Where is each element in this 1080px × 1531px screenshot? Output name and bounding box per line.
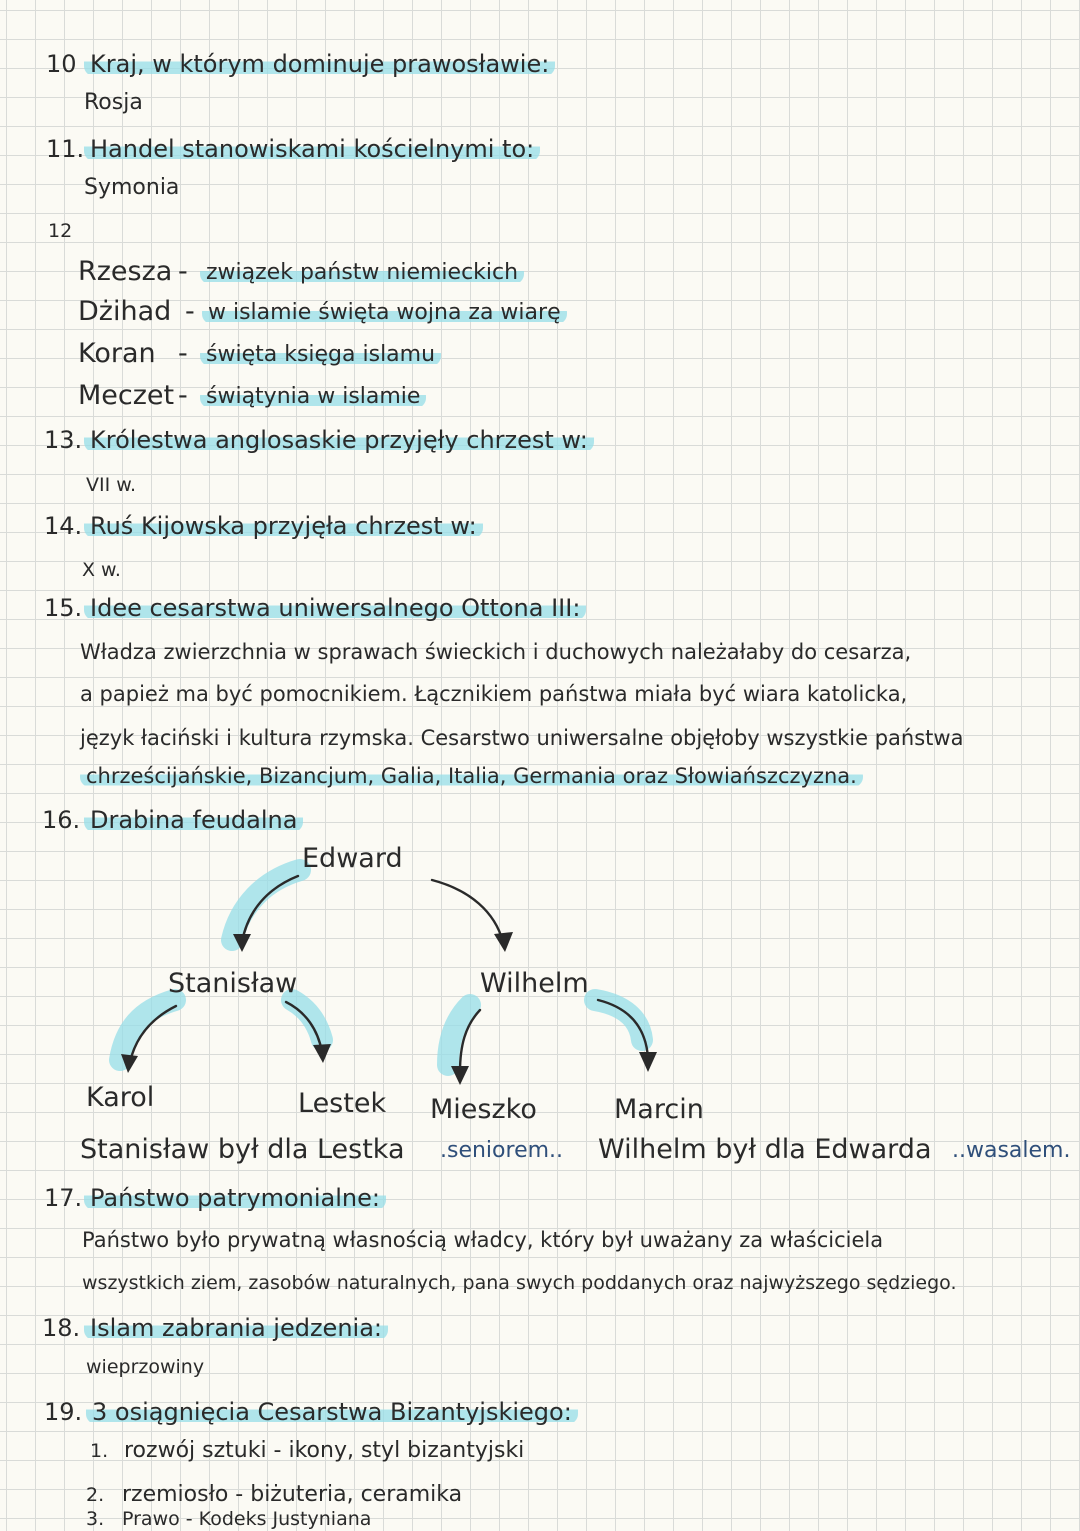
q10-number: 10 [46, 50, 77, 78]
q16-number: 16. [42, 806, 81, 834]
highlight-curve-stan-left [120, 1000, 175, 1060]
q15-line-3: język łaciński i kultura rzymska. Cesarstwo uniwersalne objęłoby wszystkie państwa [80, 726, 964, 750]
q12-term-koran: Koran [78, 338, 156, 369]
q15-question: Idee cesarstwa uniwersalnego Ottona III: [84, 596, 586, 620]
tree-node-wilhelm: Wilhelm [480, 968, 589, 999]
q19-item-1-text: rozwój sztuki - ikony, styl bizantyjski [124, 1438, 525, 1463]
arrow-head-edward-wilhelm [494, 932, 513, 952]
q19-number: 19. [44, 1398, 83, 1426]
q12-term-meczet: Meczet [78, 380, 175, 411]
q17-line-2: wszystkich ziem, zasobów naturalnych, pana swych poddanych oraz najwyższego sędziego. [82, 1272, 957, 1294]
q14-answer: X w. [82, 559, 121, 581]
q12-term-dzihad: Dżihad [78, 296, 172, 327]
q12-dash: - [178, 380, 188, 411]
q12-def-rzesza: związek państw niemieckich [200, 262, 524, 284]
q17-question: Państwo patrymonialne: [84, 1186, 386, 1210]
q17-line-1: Państwo było prywatną własnością władcy, który był uważany za właściciela [82, 1228, 884, 1252]
arrow-head-wilhelm-mieszko [451, 1066, 469, 1085]
q12-dash: - [178, 256, 188, 287]
q12-dash: - [185, 296, 195, 327]
q11-answer: Symonia [84, 175, 180, 200]
q16-sentence2-text: Wilhelm był dla Edwarda [598, 1134, 932, 1165]
q16-sentence1-fill: .seniorem.. [440, 1138, 564, 1163]
q16-sentence1-text: Stanisław był dla Lestka [80, 1134, 405, 1165]
q14-number: 14. [44, 512, 83, 540]
q19-item-2-text: rzemiosło - biżuteria, ceramika [122, 1482, 463, 1507]
q19-item-3-text: Prawo - Kodeks Justyniana [122, 1508, 372, 1530]
tree-root-edward: Edward [302, 843, 403, 874]
tree-leaf-lestek: Lestek [298, 1088, 387, 1119]
q15-line-4: chrześcijańskie, Bizancjum, Galia, Italia, Germania oraz Słowiańszczyzna. [80, 766, 863, 787]
q15-number: 15. [44, 594, 83, 622]
q18-answer: wieprzowiny [86, 1356, 205, 1378]
q18-number: 18. [42, 1314, 81, 1342]
tree-node-stanislaw: Stanisław [168, 968, 298, 999]
q10-question: Kraj, w którym dominuje prawosławie: [84, 52, 555, 76]
arrow-head-stanislaw-lestek [313, 1044, 331, 1063]
q14-question: Ruś Kijowska przyjęła chrzest w: [84, 514, 483, 538]
q11-number: 11. [46, 135, 85, 163]
q15-line-2: a papież ma być pomocnikiem. Łącznikiem państwa miała być wiara katolicka, [80, 682, 908, 706]
tree-leaf-mieszko: Mieszko [430, 1094, 537, 1125]
q16-sentence2-fill: ..wasalem. [952, 1138, 1071, 1163]
q19-item-3-number: 3. [86, 1508, 105, 1530]
q13-question: Królestwa anglosaskie przyjęły chrzest w: [84, 428, 594, 452]
q12-dash: - [178, 338, 188, 369]
q13-number: 13. [44, 426, 83, 454]
tree-leaf-karol: Karol [86, 1082, 155, 1113]
q12-term-rzesza: Rzesza [78, 256, 173, 287]
q11-question: Handel stanowiskami kościelnymi to: [84, 137, 540, 161]
q17-number: 17. [44, 1184, 83, 1212]
q16-question: Drabina feudalna [84, 808, 303, 832]
arrow-edward-wilhelm [432, 880, 503, 942]
q12-def-koran: święta księga islamu [200, 344, 441, 366]
tree-leaf-marcin: Marcin [614, 1094, 704, 1125]
highlight-curve-wil-left [448, 1005, 470, 1065]
arrow-head-wilhelm-marcin [639, 1052, 657, 1072]
q10-answer: Rosja [84, 90, 143, 115]
q12-def-dzihad: w islamie święta wojna za wiarę [202, 302, 567, 324]
q18-question: Islam zabrania jedzenia: [84, 1316, 388, 1340]
q19-item-1-number: 1. [90, 1440, 109, 1462]
q12-def-meczet: świątynia w islamie [200, 386, 426, 408]
q19-question: 3 osiągnięcia Cesarstwa Bizantyjskiego: [86, 1400, 578, 1424]
q19-item-2-number: 2. [86, 1484, 105, 1506]
q12-number: 12 [48, 220, 73, 242]
q15-line-1: Władza zwierzchnia w sprawach świeckich i duchowych należałaby do cesarza, [80, 640, 912, 664]
q13-answer: VII w. [86, 474, 137, 496]
